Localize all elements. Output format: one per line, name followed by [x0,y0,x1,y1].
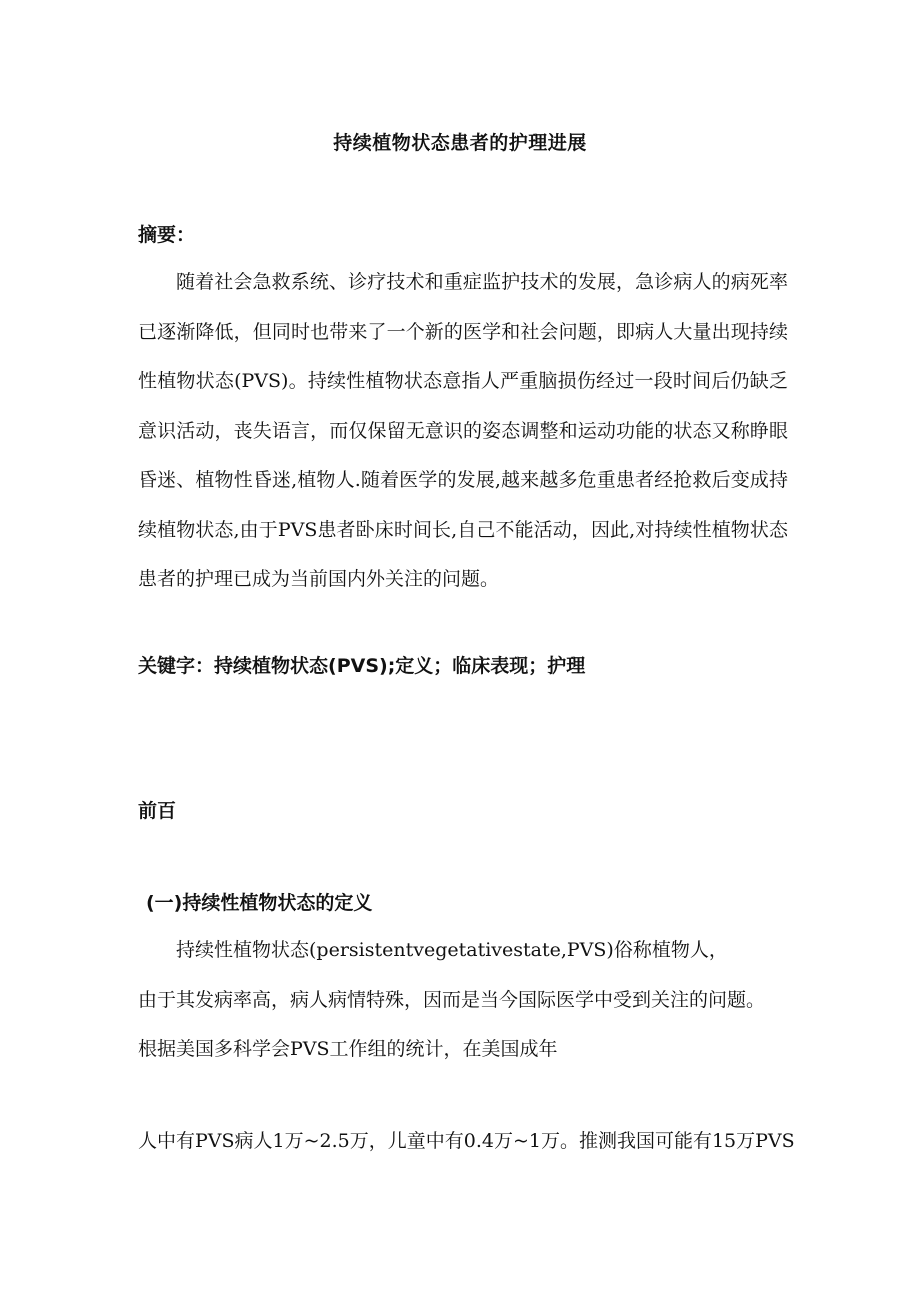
abstract-paragraph: 随着社会急救系统、诊疗技术和重症监护技术的发展，急诊病人的病死率已逐渐降低，但同时也带来了一个新的医学和社会问题，即病人大量出现持续性植物状态(PVS)。持续性植物状态意指人严重脑损伤经过一段时间后仍缺乏意识活动，丧失语言，而仅保留无意识的姿态调整和运动功能的状态又称睁眼昏迷、植物性昏迷,植物人.随着医学的发展,越来越多危重患者经抢救后变成持续植物状态,由于PVS患者卧床时间长,自己不能活动，因此,对持续性植物状态患者的护理已成为当前国内外关注的问题。 [138,271,788,590]
keywords-label: 关键字： [138,655,215,677]
preface-heading: 前百 [138,800,177,822]
keywords-line [138,651,585,678]
continued-paragraph-line: 人中有PVS病人1万~2.5万，儿童中有0.4万~1万。推测我国可能有15万PVS [138,1130,795,1152]
abstract-heading: 摘要： [138,224,196,246]
document-title: 持续植物状态患者的护理进展 [333,132,587,154]
section-paragraph-line: 由于其发病率高，病人病情特殊，因而是当今国际医学中受到关注的问题。 [138,989,766,1011]
keywords-text: 持续植物状态(PVS);定义；临床表现；护理 [214,655,586,677]
section-heading: (一)持续性植物状态的定义 [146,892,373,914]
abstract-body [138,258,788,605]
section-paragraph-line: 持续性植物状态(persistentvegetativestate,PVS)俗称植物人， [176,939,728,961]
section-paragraph-line: 根据美国多科学会PVS工作组的统计，在美国成年 [138,1038,558,1060]
